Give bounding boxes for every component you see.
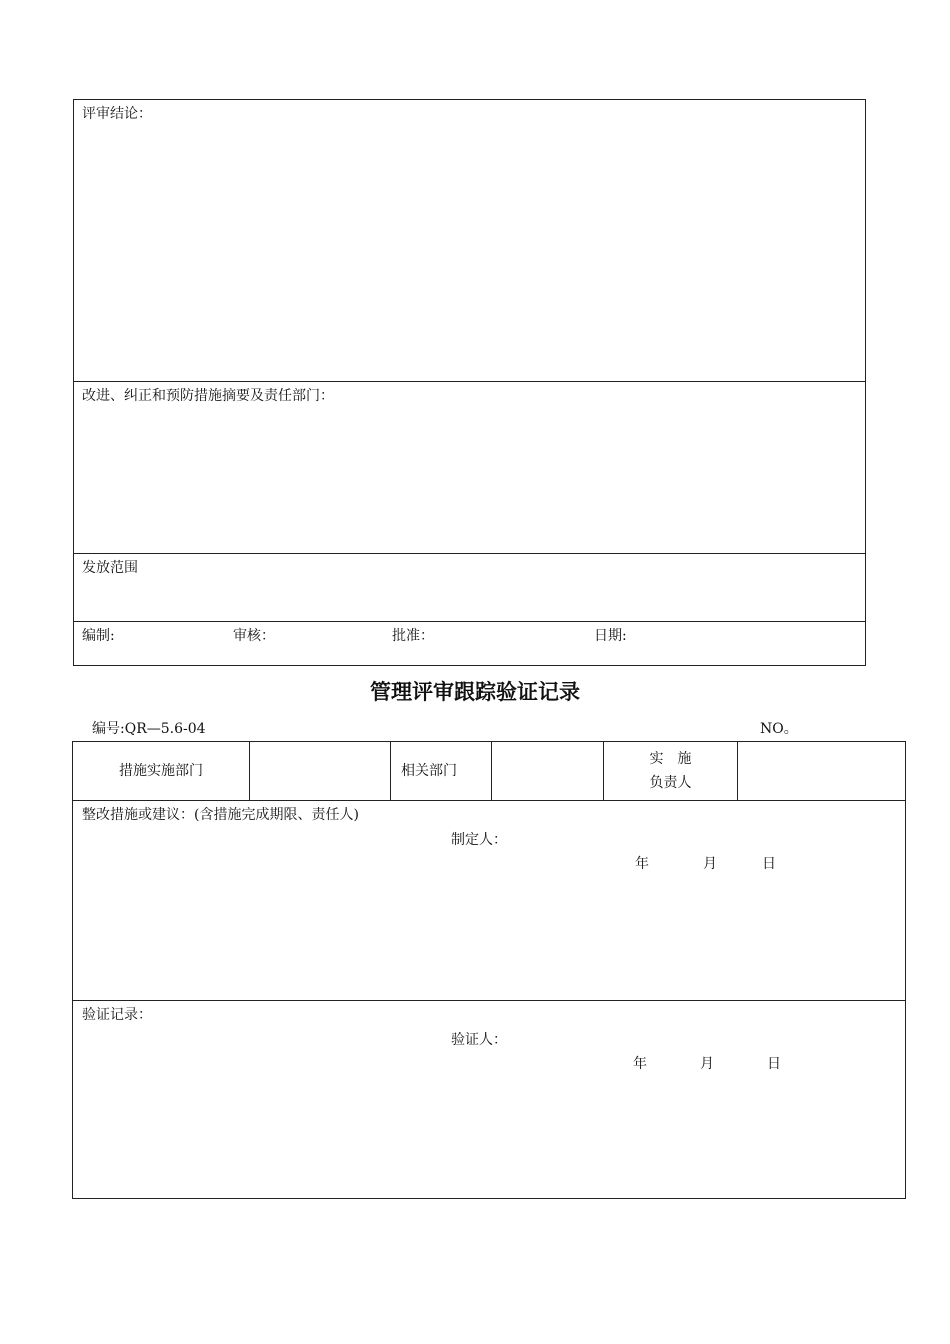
- verification-year-label: 年: [633, 1056, 647, 1072]
- divider: [72, 1000, 906, 1001]
- verification-day-label: 日: [767, 1056, 781, 1072]
- divider: [73, 381, 866, 382]
- rectification-month-label: 月: [703, 856, 717, 872]
- serial-number-label: NO。: [760, 721, 798, 737]
- verification-month-label: 月: [700, 1056, 714, 1072]
- divider: [390, 741, 391, 801]
- related-dept-label: 相关部门: [401, 763, 457, 779]
- verification-label: 验证记录：: [82, 1007, 152, 1023]
- divider: [73, 553, 866, 554]
- document-code: 编号:QR—5.6-04: [92, 721, 206, 737]
- owner-label-line2: 负责人: [649, 775, 692, 791]
- distribution-scope-field[interactable]: [74, 579, 865, 620]
- measure-dept-field[interactable]: [250, 742, 390, 800]
- review-conclusion-label: 评审结论：: [82, 106, 152, 122]
- rectification-label: 整改措施或建议：(含措施完成期限、责任人): [82, 807, 359, 823]
- owner-field[interactable]: [738, 742, 905, 800]
- reviewed-by-label: 审核：: [233, 628, 275, 644]
- related-dept-field[interactable]: [492, 742, 603, 800]
- divider: [72, 800, 906, 801]
- date-label: 日期:: [594, 628, 627, 644]
- rectification-day-label: 日: [762, 856, 776, 872]
- approved-by-label: 批准：: [392, 628, 434, 644]
- review-conclusion-field[interactable]: [74, 125, 865, 380]
- verification-signer-label: 验证人：: [451, 1032, 507, 1048]
- owner-label-line1: 实 施: [649, 751, 692, 767]
- prepared-by-label: 编制:: [82, 628, 115, 644]
- improvement-measures-field[interactable]: [74, 407, 865, 552]
- distribution-scope-label: 发放范围: [82, 560, 138, 576]
- rectification-signer-label: 制定人：: [451, 832, 507, 848]
- rectification-field[interactable]: [73, 880, 905, 999]
- verification-field[interactable]: [73, 1080, 905, 1198]
- divider: [73, 621, 866, 622]
- measure-dept-label: 措施实施部门: [119, 763, 203, 779]
- rectification-year-label: 年: [635, 856, 649, 872]
- improvement-measures-label: 改进、纠正和预防措施摘要及责任部门：: [82, 388, 334, 404]
- page-title: 管理评审跟踪验证记录: [370, 680, 580, 704]
